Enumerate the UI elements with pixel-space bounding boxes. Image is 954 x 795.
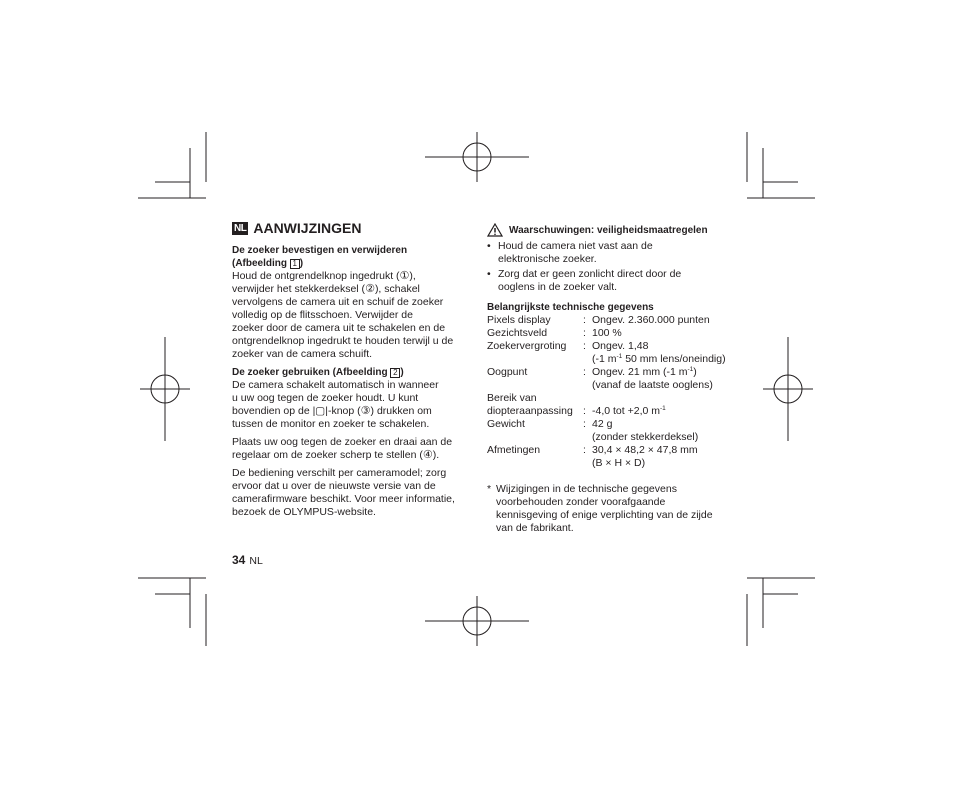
registration-target-right (763, 337, 813, 441)
viewfinder-button-icon: |▢| (312, 405, 328, 417)
subheading-use: De zoeker gebruiken (Afbeelding 2 ) (232, 367, 404, 378)
registration-target-bottom (425, 596, 529, 646)
figure-number-2: 2 (390, 368, 400, 378)
subheading-attach: De zoeker bevestigen en verwijderen (Afbeelding 1 ) (232, 245, 408, 269)
paragraph-attach: Houd de ontgrendelknop ingedrukt (①), verwijder het stekkerdeksel (②), schakel vervolgens de camera uit en schuif de zoeker volledig op de flitsschoen. Verwijder de zoeker door de camera uit te schakelen en de ontgrendelknop ingedrukt te houden terwijl u de zoeker van de camera schuift. (232, 270, 454, 360)
section-title (232, 220, 468, 237)
callout-4: ④ (422, 449, 433, 461)
spec-row: (-1 $m^{-1}$ 50 mm lens/oneindig) (592, 353, 726, 365)
figure-number-1: 1 (290, 259, 300, 269)
spec-row: Gezichtsveld : 100 % (487, 327, 622, 339)
spec-row: (B × H × D) (592, 457, 646, 469)
warning-heading: Waarschuwingen: veiligheidsmaatregelen (487, 223, 737, 237)
spec-row: diopteraanpassing : -4,0 tot +2,0 $m^{-1}$ (487, 405, 666, 417)
spec-row: (vanaf de laatste ooglens) (592, 379, 713, 391)
specs-table (487, 314, 737, 470)
spec-row: Afmetingen : 30,4 × 48,2 × 47,8 mm (487, 444, 698, 456)
callout-3: ③ (360, 405, 371, 417)
paragraph-use: De camera schakelt automatisch in wanneer u uw oog tegen de zoeker houdt. U kunt bovendien op de |▢|-knop (③) drukken om tussen de monitor en zoeker te schakelen. (232, 379, 439, 430)
spec-row: (zonder stekkerdeksel) (592, 431, 699, 443)
left-column (232, 220, 468, 524)
spec-row: Gewicht : 42 g (487, 418, 613, 430)
right-column (487, 220, 737, 535)
callout-2: ② (365, 283, 375, 295)
list-item: • Zorg dat er geen zonlicht direct door de ooglens in de zoeker valt. (487, 268, 682, 293)
language-badge: NL (234, 223, 247, 234)
warning-icon (487, 223, 503, 237)
title-text: AANWIJZINGEN (253, 220, 362, 236)
list-item: • Houd de camera niet vast aan de elektronische zoeker. (487, 240, 653, 265)
callout-1: ① (399, 270, 410, 282)
page-language: NL (249, 555, 263, 567)
specs-heading: Belangrijkste technische gegevens (487, 302, 654, 313)
registration-target-left (140, 337, 190, 441)
spec-row: Zoekervergroting : Ongev. 1,48 (487, 340, 649, 352)
paragraph-focus: Plaats uw oog tegen de zoeker en draai aan de regelaar om de zoeker scherp te stellen (④). (232, 436, 453, 461)
spec-row: Bereik van (487, 392, 537, 404)
page-number: 34 NL (232, 553, 263, 567)
spec-row: Pixels display : Ongev. 2.360.000 punten (487, 314, 710, 326)
registration-target-top (425, 132, 529, 182)
paragraph-firmware: De bediening verschilt per cameramodel; zorg ervoor dat u over de nieuwste versie van de camerafirmware beschikt. Voor meer informatie, bezoek de OLYMPUS-website. (232, 467, 455, 518)
spec-row: Oogpunt : Ongev. 21 mm (-1 $m^{-1}$) (487, 366, 697, 378)
footnote: * Wijzigingen in de technische gegevens voorbehouden zonder voorafgaande kennisgeving of enige verplichting van de zijde van de fabrikant. (487, 483, 713, 534)
